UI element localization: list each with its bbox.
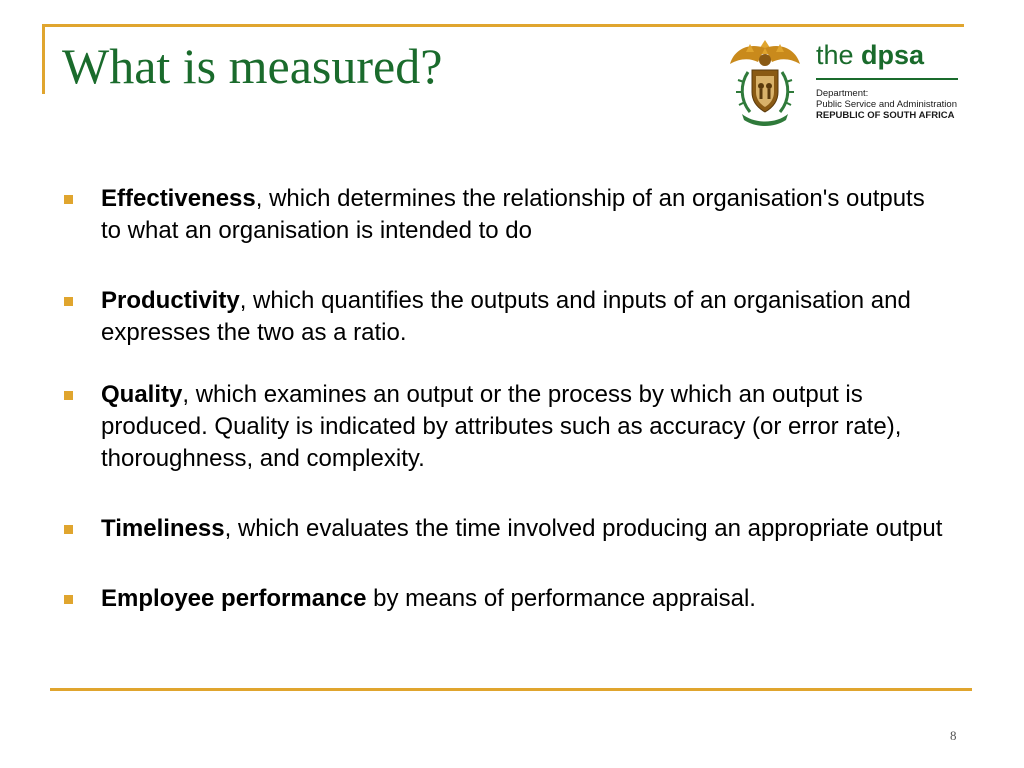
bullet-term: Quality [101, 381, 183, 408]
logo-country: REPUBLIC OF SOUTH AFRICA [816, 110, 955, 121]
list-item [64, 285, 944, 349]
bullet-term: Employee performance [101, 585, 367, 612]
bottom-divider [50, 688, 972, 691]
square-bullet-icon [64, 391, 73, 400]
slide-title: What is measured? [62, 38, 443, 94]
bullet-text: , which quantifies the outputs and inputs of an organisation and expresses the two as a ratio. [101, 287, 911, 346]
brand-the: the [816, 40, 862, 70]
list-item [64, 513, 944, 545]
top-divider [44, 24, 964, 27]
logo-department-name: Public Service and Administration [816, 99, 957, 110]
coat-of-arms-icon [726, 34, 804, 126]
dpsa-wordmark [816, 38, 976, 72]
bullet-text: , which determines the relationship of an organisation's outputs to what an organisation is intended to do [101, 185, 925, 244]
measures-list [64, 183, 944, 615]
bullet-text: , which evaluates the time involved producing an appropriate output [224, 515, 943, 542]
bullet-term: Timeliness [101, 515, 225, 542]
square-bullet-icon [64, 525, 73, 534]
square-bullet-icon [64, 195, 73, 204]
bullet-term: Productivity [101, 287, 240, 314]
bullet-term: Effectiveness [101, 185, 256, 212]
list-item [64, 379, 944, 475]
brand-dpsa: dpsa [861, 40, 925, 70]
list-item [64, 583, 944, 615]
square-bullet-icon [64, 595, 73, 604]
logo-department-label: Department: [816, 88, 869, 99]
square-bullet-icon [64, 297, 73, 306]
bullet-text: by means of performance appraisal. [366, 585, 756, 612]
logo-divider [816, 78, 958, 80]
page-number: 8 [950, 728, 957, 743]
dpsa-logo [726, 34, 976, 130]
bullet-text: , which examines an output or the process by which an output is produced. Quality is indicated by attributes such as accuracy (or error rate), thoroughness, and complexity. [101, 381, 902, 472]
left-accent-bar [42, 24, 45, 94]
list-item [64, 183, 944, 247]
